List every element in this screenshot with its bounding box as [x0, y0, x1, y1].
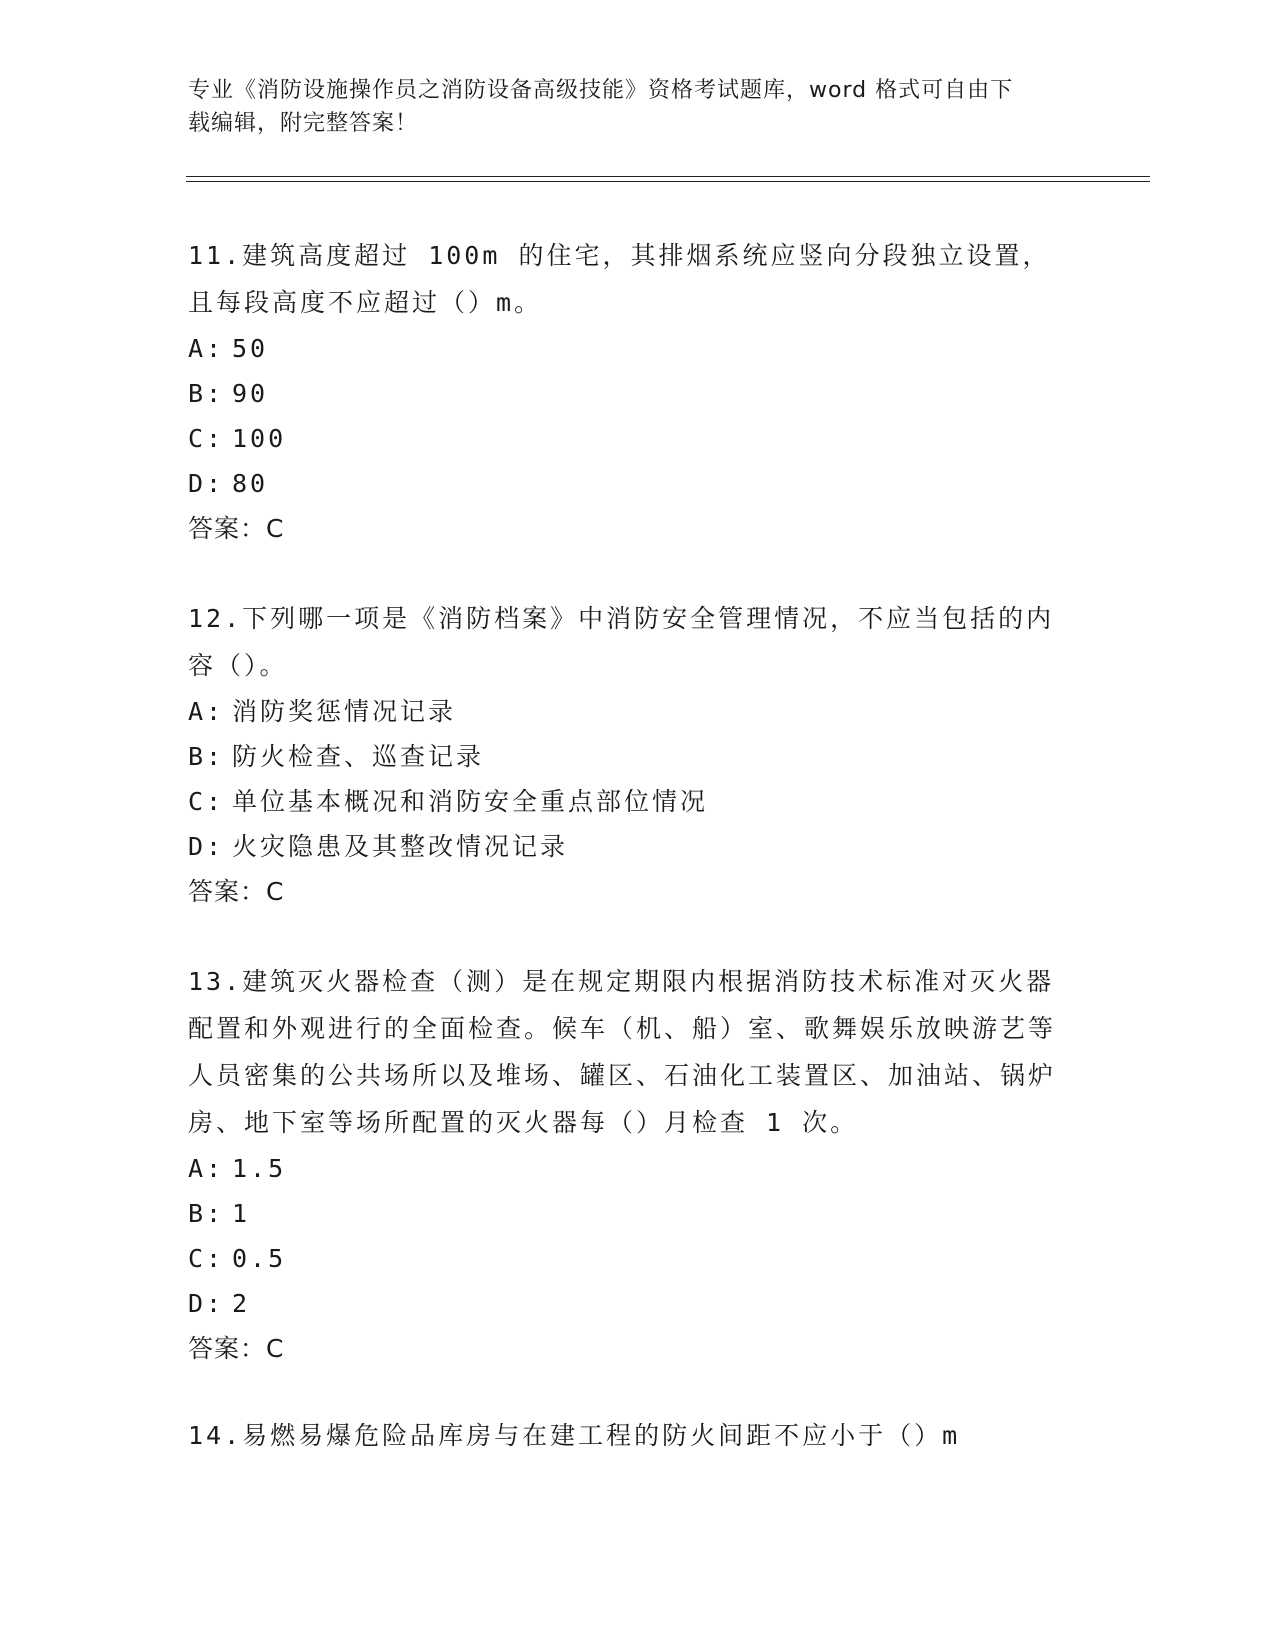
answer-line: 答案：C [188, 514, 285, 543]
option-b [188, 1191, 1068, 1236]
option-c [188, 416, 1068, 461]
question-14 [188, 1412, 1068, 1459]
option-letter: D: [188, 1289, 225, 1318]
option-d [188, 824, 1068, 869]
document-header [188, 74, 1068, 140]
option-d [188, 461, 1068, 506]
question-11 [188, 232, 1068, 552]
option-text: 火灾隐患及其整改情况记录 [232, 832, 569, 861]
answer-line: 答案：C [188, 877, 285, 906]
option-letter: A: [188, 1154, 225, 1183]
option-text: 2 [232, 1289, 251, 1318]
option-a [188, 1146, 1068, 1191]
question-13 [188, 958, 1068, 1372]
option-letter: D: [188, 832, 225, 861]
question-stem: 14.易燃易爆危险品库房与在建工程的防火间距不应小于（）m [188, 1421, 961, 1450]
question-stem: 11.建筑高度超过 100m 的住宅，其排烟系统应竖向分段独立设置，且每段高度不应超过（）m。 [188, 241, 1051, 317]
question-stem: 13.建筑灭火器检查（测）是在规定期限内根据消防技术标准对灭火器配置和外观进行的全面检查。候车（机、船）室、歌舞娱乐放映游艺等人员密集的公共场所以及堆场、罐区、石油化工装置区、加油站、锅炉房、地下室等场所配置的灭火器每（）月检查 1 次。 [188, 967, 1057, 1137]
option-c [188, 1236, 1068, 1281]
option-letter: D: [188, 469, 225, 498]
option-d [188, 1281, 1068, 1326]
option-text: 单位基本概况和消防安全重点部位情况 [232, 787, 709, 816]
answer-line: 答案：C [188, 1334, 285, 1363]
header-line-1: 专业《消防设施操作员之消防设备高级技能》资格考试题库，word 格式可自由下 [188, 78, 1014, 103]
header-divider-bottom [186, 181, 1150, 182]
option-b [188, 371, 1068, 416]
option-a [188, 326, 1068, 371]
option-letter: C: [188, 424, 225, 453]
option-letter: C: [188, 787, 225, 816]
option-text: 100 [232, 424, 287, 453]
option-text: 0.5 [232, 1244, 287, 1273]
option-text: 90 [232, 379, 269, 408]
option-letter: C: [188, 1244, 225, 1273]
option-a [188, 689, 1068, 734]
option-text: 1 [232, 1199, 251, 1228]
option-c [188, 779, 1068, 824]
header-line-2: 载编辑，附完整答案！ [188, 111, 419, 136]
option-letter: B: [188, 1199, 225, 1228]
option-letter: B: [188, 379, 225, 408]
option-b [188, 734, 1068, 779]
question-12 [188, 595, 1068, 915]
option-text: 80 [232, 469, 269, 498]
option-text: 防火检查、巡查记录 [232, 742, 485, 771]
option-letter: A: [188, 334, 225, 363]
option-text: 1.5 [232, 1154, 287, 1183]
option-letter: A: [188, 697, 225, 726]
question-stem: 12.下列哪一项是《消防档案》中消防安全管理情况，不应当包括的内容（）。 [188, 604, 1055, 680]
option-text: 消防奖惩情况记录 [232, 697, 457, 726]
option-text: 50 [232, 334, 269, 363]
header-divider-top [186, 176, 1150, 177]
option-letter: B: [188, 742, 225, 771]
